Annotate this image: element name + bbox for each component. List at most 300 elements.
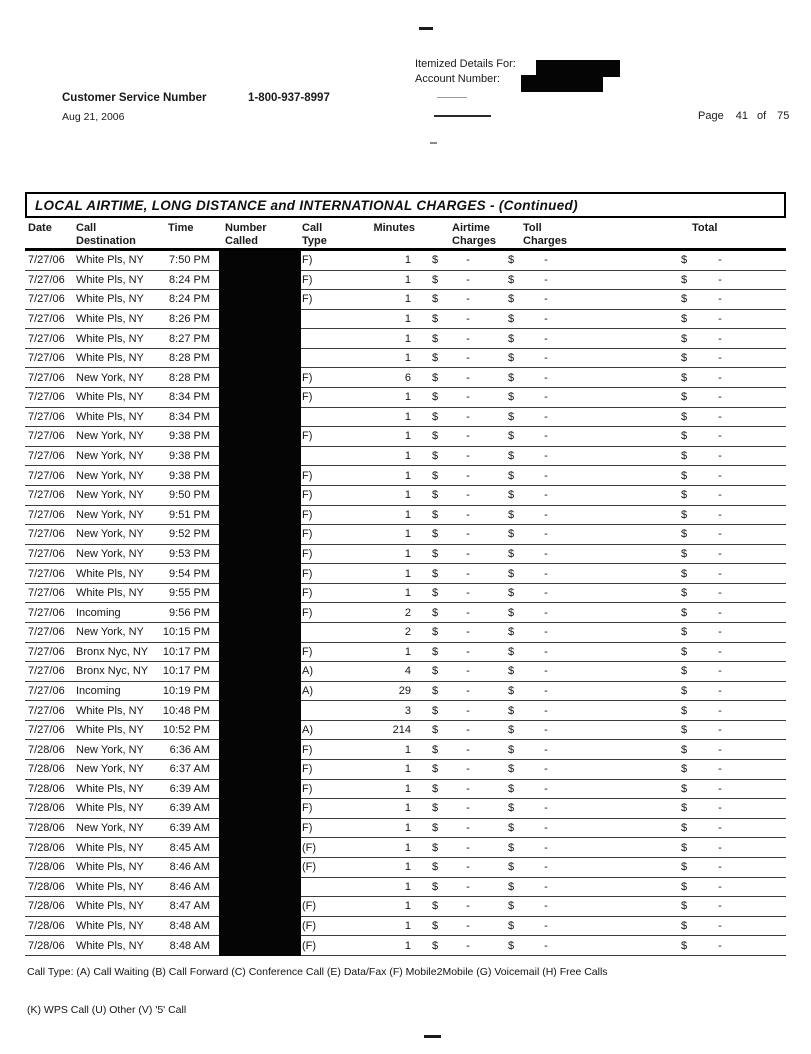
currency-symbol: $ xyxy=(432,391,439,404)
currency-symbol: $ xyxy=(432,782,439,795)
scan-artifact-dash xyxy=(430,142,437,144)
call-date: 7/28/06 xyxy=(28,841,65,854)
call-time: 7:50 PM xyxy=(169,254,210,267)
call-row xyxy=(25,662,786,682)
toll-amount: - xyxy=(544,900,548,913)
call-time: 9:52 PM xyxy=(169,528,210,541)
call-minutes: 1 xyxy=(404,313,411,326)
airtime-charge xyxy=(425,430,498,442)
airtime-charge xyxy=(425,528,498,540)
toll-charge xyxy=(498,881,578,893)
call-minutes: 1 xyxy=(404,645,411,658)
call-type-code: F) xyxy=(302,273,313,286)
charges-table xyxy=(25,192,786,956)
call-row xyxy=(25,721,786,741)
currency-symbol: $ xyxy=(432,841,439,854)
currency-symbol: $ xyxy=(681,841,688,854)
currency-symbol: $ xyxy=(432,254,439,267)
call-destination: New York, NY xyxy=(76,626,144,639)
airtime-charge xyxy=(425,646,498,658)
call-destination: White Pls, NY xyxy=(76,352,144,365)
currency-symbol: $ xyxy=(508,508,515,521)
call-destination: New York, NY xyxy=(76,763,144,776)
total-charge xyxy=(680,489,786,501)
call-minutes: 1 xyxy=(404,489,411,502)
call-minutes: 1 xyxy=(404,900,411,913)
call-time: 8:46 AM xyxy=(169,861,210,874)
airtime-charge xyxy=(425,450,498,462)
currency-symbol: $ xyxy=(508,587,515,600)
call-type-code: F) xyxy=(302,469,313,482)
currency-symbol: $ xyxy=(508,606,515,619)
airtime-charge xyxy=(425,626,498,638)
call-destination: White Pls, NY xyxy=(76,567,144,580)
call-destination: Incoming xyxy=(76,606,121,619)
currency-symbol: $ xyxy=(508,782,515,795)
call-row xyxy=(25,780,786,800)
call-minutes: 1 xyxy=(404,880,411,893)
toll-charge xyxy=(498,842,578,854)
airtime-charge xyxy=(425,607,498,619)
total-amount: - xyxy=(718,900,722,913)
scan-artifact-dash xyxy=(419,27,433,30)
total-charge xyxy=(680,881,786,893)
call-type-code: F) xyxy=(302,508,313,521)
call-minutes: 2 xyxy=(404,606,411,619)
airtime-amount: - xyxy=(466,704,470,717)
total-charge xyxy=(680,802,786,814)
toll-amount: - xyxy=(544,567,548,580)
currency-symbol: $ xyxy=(508,273,515,286)
toll-amount: - xyxy=(544,939,548,952)
currency-symbol: $ xyxy=(681,352,688,365)
currency-symbol: $ xyxy=(508,665,515,678)
call-time: 9:53 PM xyxy=(169,547,210,560)
toll-amount: - xyxy=(544,489,548,502)
call-minutes: 1 xyxy=(404,822,411,835)
call-type-code: F) xyxy=(302,528,313,541)
total-charge xyxy=(680,607,786,619)
total-amount: - xyxy=(718,567,722,580)
currency-symbol: $ xyxy=(681,606,688,619)
column-header-toll-charges: Toll Charges xyxy=(523,222,568,247)
currency-symbol: $ xyxy=(432,508,439,521)
call-type-code: A) xyxy=(302,724,313,737)
currency-symbol: $ xyxy=(681,665,688,678)
toll-charge xyxy=(498,705,578,717)
toll-charge xyxy=(498,646,578,658)
currency-symbol: $ xyxy=(681,880,688,893)
call-minutes: 1 xyxy=(404,939,411,952)
toll-charge xyxy=(498,352,578,364)
call-time: 9:38 PM xyxy=(169,430,210,443)
call-row xyxy=(25,623,786,643)
call-time: 6:39 AM xyxy=(169,802,210,815)
page-total: 75 xyxy=(777,110,790,122)
total-amount: - xyxy=(718,704,722,717)
call-time: 8:47 AM xyxy=(169,900,210,913)
currency-symbol: $ xyxy=(681,724,688,737)
total-amount: - xyxy=(718,254,722,267)
airtime-charge xyxy=(425,333,498,345)
call-date: 7/28/06 xyxy=(28,919,65,932)
call-row xyxy=(25,290,786,310)
call-time: 8:45 AM xyxy=(169,841,210,854)
currency-symbol: $ xyxy=(681,313,688,326)
call-row xyxy=(25,878,786,898)
call-type-code: F) xyxy=(302,782,313,795)
currency-symbol: $ xyxy=(432,939,439,952)
total-charge xyxy=(680,352,786,364)
toll-amount: - xyxy=(544,528,548,541)
toll-charge xyxy=(498,861,578,873)
total-amount: - xyxy=(718,489,722,502)
toll-charge xyxy=(498,568,578,580)
currency-symbol: $ xyxy=(681,293,688,306)
airtime-amount: - xyxy=(466,567,470,580)
airtime-amount: - xyxy=(466,528,470,541)
total-amount: - xyxy=(718,332,722,345)
call-time: 8:34 PM xyxy=(169,391,210,404)
airtime-amount: - xyxy=(466,352,470,365)
call-destination: Bronx Nyc, NY xyxy=(76,645,149,658)
toll-charge xyxy=(498,802,578,814)
total-charge xyxy=(680,274,786,286)
currency-symbol: $ xyxy=(681,391,688,404)
toll-charge xyxy=(498,528,578,540)
call-destination: New York, NY xyxy=(76,508,144,521)
call-date: 7/27/06 xyxy=(28,273,65,286)
currency-symbol: $ xyxy=(681,900,688,913)
currency-symbol: $ xyxy=(681,822,688,835)
currency-symbol: $ xyxy=(508,645,515,658)
call-date: 7/27/06 xyxy=(28,587,65,600)
call-minutes: 1 xyxy=(404,273,411,286)
currency-symbol: $ xyxy=(681,587,688,600)
currency-symbol: $ xyxy=(432,645,439,658)
call-destination: Bronx Nyc, NY xyxy=(76,665,149,678)
call-destination: White Pls, NY xyxy=(76,724,144,737)
call-date: 7/27/06 xyxy=(28,626,65,639)
column-header-call-destination: Call Destination xyxy=(76,222,136,247)
call-minutes: 2 xyxy=(404,626,411,639)
toll-amount: - xyxy=(544,352,548,365)
currency-symbol: $ xyxy=(508,254,515,267)
page-of-label: of xyxy=(756,110,767,122)
currency-symbol: $ xyxy=(508,763,515,776)
call-row xyxy=(25,603,786,623)
customer-service-label: Customer Service Number xyxy=(62,92,207,104)
toll-amount: - xyxy=(544,430,548,443)
toll-amount: - xyxy=(544,645,548,658)
call-time: 9:54 PM xyxy=(169,567,210,580)
currency-symbol: $ xyxy=(508,919,515,932)
currency-symbol: $ xyxy=(432,606,439,619)
currency-symbol: $ xyxy=(432,547,439,560)
toll-charge xyxy=(498,744,578,756)
page-label: Page xyxy=(698,110,724,122)
toll-charge xyxy=(498,607,578,619)
toll-amount: - xyxy=(544,822,548,835)
currency-symbol: $ xyxy=(508,822,515,835)
currency-symbol: $ xyxy=(432,763,439,776)
total-amount: - xyxy=(718,410,722,423)
currency-symbol: $ xyxy=(508,352,515,365)
airtime-charge xyxy=(425,900,498,912)
airtime-charge xyxy=(425,587,498,599)
total-charge xyxy=(680,470,786,482)
redaction-number-called-column xyxy=(219,251,301,956)
currency-symbol: $ xyxy=(432,528,439,541)
call-time: 9:56 PM xyxy=(169,606,210,619)
total-charge xyxy=(680,920,786,932)
call-date: 7/28/06 xyxy=(28,900,65,913)
airtime-charge xyxy=(425,763,498,775)
call-destination: New York, NY xyxy=(76,450,144,463)
toll-charge xyxy=(498,900,578,912)
call-type-legend-line2: (K) WPS Call (U) Other (V) '5' Call xyxy=(27,1004,187,1016)
total-charge xyxy=(680,822,786,834)
call-minutes: 1 xyxy=(404,450,411,463)
call-row xyxy=(25,701,786,721)
call-destination: New York, NY xyxy=(76,430,144,443)
total-charge xyxy=(680,372,786,384)
call-date: 7/28/06 xyxy=(28,763,65,776)
total-amount: - xyxy=(718,763,722,776)
call-minutes: 1 xyxy=(404,508,411,521)
total-charge xyxy=(680,430,786,442)
total-amount: - xyxy=(718,685,722,697)
total-amount: - xyxy=(718,371,722,384)
toll-amount: - xyxy=(544,587,548,600)
call-minutes: 29 xyxy=(398,685,411,697)
airtime-amount: - xyxy=(466,724,470,737)
toll-charge xyxy=(498,509,578,521)
call-date: 7/28/06 xyxy=(28,822,65,835)
currency-symbol: $ xyxy=(508,547,515,560)
toll-amount: - xyxy=(544,371,548,384)
currency-symbol: $ xyxy=(508,391,515,404)
currency-symbol: $ xyxy=(432,802,439,815)
call-minutes: 1 xyxy=(404,410,411,423)
total-amount: - xyxy=(718,880,722,893)
call-destination: Incoming xyxy=(76,685,121,697)
currency-symbol: $ xyxy=(681,861,688,874)
currency-symbol: $ xyxy=(681,782,688,795)
call-destination: White Pls, NY xyxy=(76,313,144,326)
toll-amount: - xyxy=(544,313,548,326)
call-row xyxy=(25,682,786,702)
account-number-label: Account Number: xyxy=(415,73,500,85)
total-charge xyxy=(680,724,786,736)
call-time: 9:38 PM xyxy=(169,469,210,482)
currency-symbol: $ xyxy=(681,763,688,776)
airtime-amount: - xyxy=(466,313,470,326)
call-destination: White Pls, NY xyxy=(76,410,144,423)
call-time: 10:52 PM xyxy=(162,724,210,737)
toll-amount: - xyxy=(544,469,548,482)
call-destination: White Pls, NY xyxy=(76,939,144,952)
call-row xyxy=(25,897,786,917)
currency-symbol: $ xyxy=(508,861,515,874)
call-type-code: F) xyxy=(302,606,313,619)
column-header-minutes: Minutes xyxy=(373,222,415,234)
airtime-charge xyxy=(425,391,498,403)
call-row xyxy=(25,506,786,526)
currency-symbol: $ xyxy=(432,489,439,502)
currency-symbol: $ xyxy=(508,900,515,913)
call-destination: White Pls, NY xyxy=(76,273,144,286)
currency-symbol: $ xyxy=(681,567,688,580)
currency-symbol: $ xyxy=(432,861,439,874)
toll-charge xyxy=(498,470,578,482)
airtime-amount: - xyxy=(466,469,470,482)
airtime-charge xyxy=(425,489,498,501)
call-type-code: F) xyxy=(302,822,313,835)
currency-symbol: $ xyxy=(681,371,688,384)
call-row xyxy=(25,466,786,486)
call-row xyxy=(25,447,786,467)
airtime-amount: - xyxy=(466,450,470,463)
toll-charge xyxy=(498,489,578,501)
call-type-code: F) xyxy=(302,391,313,404)
airtime-charge xyxy=(425,470,498,482)
airtime-charge xyxy=(425,548,498,560)
call-type-code: (F) xyxy=(302,841,317,854)
call-date: 7/28/06 xyxy=(28,861,65,874)
airtime-amount: - xyxy=(466,802,470,815)
total-charge xyxy=(680,528,786,540)
toll-amount: - xyxy=(544,704,548,717)
call-date: 7/27/06 xyxy=(28,567,65,580)
call-row xyxy=(25,310,786,330)
toll-charge xyxy=(498,548,578,560)
total-charge xyxy=(680,509,786,521)
toll-charge xyxy=(498,822,578,834)
toll-amount: - xyxy=(544,332,548,345)
total-amount: - xyxy=(718,391,722,404)
call-time: 8:28 PM xyxy=(169,371,210,384)
currency-symbol: $ xyxy=(432,724,439,737)
call-time: 8:26 PM xyxy=(169,313,210,326)
call-destination: White Pls, NY xyxy=(76,293,144,306)
airtime-charge xyxy=(425,940,498,952)
currency-symbol: $ xyxy=(681,410,688,423)
airtime-amount: - xyxy=(466,743,470,756)
call-type-code: F) xyxy=(302,763,313,776)
call-destination: White Pls, NY xyxy=(76,802,144,815)
currency-symbol: $ xyxy=(432,685,439,697)
total-charge xyxy=(680,313,786,325)
toll-amount: - xyxy=(544,273,548,286)
total-amount: - xyxy=(718,861,722,874)
airtime-charge xyxy=(425,313,498,325)
call-date: 7/27/06 xyxy=(28,371,65,384)
toll-amount: - xyxy=(544,626,548,639)
toll-amount: - xyxy=(544,724,548,737)
total-amount: - xyxy=(718,587,722,600)
airtime-amount: - xyxy=(466,782,470,795)
toll-amount: - xyxy=(544,743,548,756)
call-minutes: 1 xyxy=(404,587,411,600)
total-charge xyxy=(680,626,786,638)
total-charge xyxy=(680,450,786,462)
currency-symbol: $ xyxy=(432,665,439,678)
call-destination: White Pls, NY xyxy=(76,919,144,932)
currency-symbol: $ xyxy=(681,645,688,658)
currency-symbol: $ xyxy=(508,802,515,815)
call-time: 8:28 PM xyxy=(169,352,210,365)
call-destination: White Pls, NY xyxy=(76,861,144,874)
total-charge xyxy=(680,744,786,756)
toll-charge xyxy=(498,587,578,599)
page-number: 41 xyxy=(735,110,748,122)
currency-symbol: $ xyxy=(508,489,515,502)
total-charge xyxy=(680,861,786,873)
airtime-charge xyxy=(425,744,498,756)
call-type-code: (F) xyxy=(302,900,317,913)
call-time: 8:34 PM xyxy=(169,410,210,423)
call-date: 7/28/06 xyxy=(28,782,65,795)
call-minutes: 1 xyxy=(404,861,411,874)
call-row xyxy=(25,408,786,428)
total-amount: - xyxy=(718,293,722,306)
total-charge xyxy=(680,842,786,854)
airtime-charge xyxy=(425,568,498,580)
currency-symbol: $ xyxy=(681,450,688,463)
call-type-legend-line1: Call Type: (A) Call Waiting (B) Call Forward (C) Conference Call (E) Data/Fax (F) Mobile2Mobile (G) Voicemail (H) Free Calls xyxy=(27,966,608,978)
airtime-amount: - xyxy=(466,371,470,384)
total-charge xyxy=(680,254,786,266)
currency-symbol: $ xyxy=(508,743,515,756)
total-charge xyxy=(680,940,786,952)
call-date: 7/27/06 xyxy=(28,508,65,521)
currency-symbol: $ xyxy=(508,724,515,737)
currency-symbol: $ xyxy=(508,939,515,952)
toll-charge xyxy=(498,920,578,932)
itemized-details-label: Itemized Details For: xyxy=(415,58,516,70)
total-amount: - xyxy=(718,547,722,560)
call-minutes: 1 xyxy=(404,528,411,541)
total-charge xyxy=(680,783,786,795)
currency-symbol: $ xyxy=(681,489,688,502)
call-destination: White Pls, NY xyxy=(76,880,144,893)
toll-charge xyxy=(498,411,578,423)
call-row xyxy=(25,760,786,780)
currency-symbol: $ xyxy=(432,371,439,384)
currency-symbol: $ xyxy=(508,685,515,697)
toll-charge xyxy=(498,293,578,305)
total-charge xyxy=(680,646,786,658)
toll-charge xyxy=(498,685,578,697)
airtime-charge xyxy=(425,861,498,873)
total-amount: - xyxy=(718,665,722,678)
airtime-charge xyxy=(425,411,498,423)
call-destination: New York, NY xyxy=(76,469,144,482)
total-amount: - xyxy=(718,450,722,463)
total-charge xyxy=(680,587,786,599)
call-minutes: 6 xyxy=(404,371,411,384)
call-date: 7/28/06 xyxy=(28,880,65,893)
total-amount: - xyxy=(718,919,722,932)
toll-charge xyxy=(498,254,578,266)
currency-symbol: $ xyxy=(681,685,688,697)
call-date: 7/27/06 xyxy=(28,704,65,717)
currency-symbol: $ xyxy=(681,704,688,717)
call-minutes: 1 xyxy=(404,743,411,756)
call-minutes: 1 xyxy=(404,332,411,345)
total-amount: - xyxy=(718,782,722,795)
